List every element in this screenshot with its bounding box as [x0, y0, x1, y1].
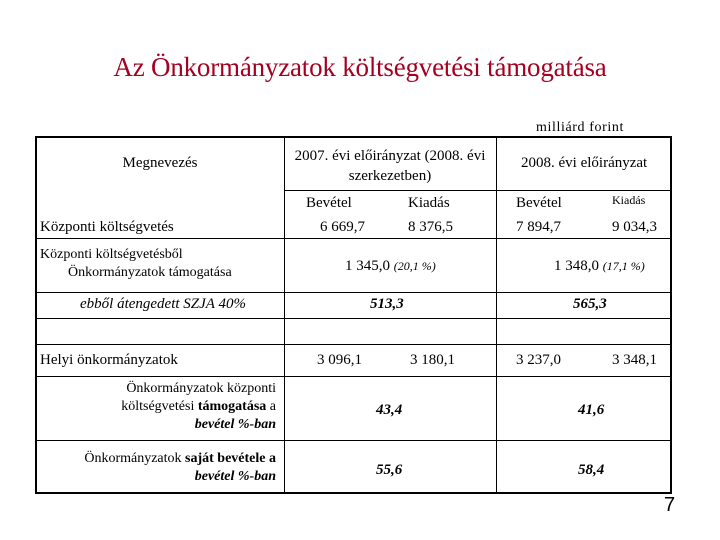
row-label-tamogatas-1: Központi költségvetésből — [40, 247, 183, 262]
cell-szja-2008: 565,3 — [573, 296, 607, 312]
row-divider — [35, 344, 671, 345]
page-number: 7 — [664, 494, 676, 516]
label-part: Önkormányzatok — [84, 451, 186, 466]
cell-tamogatas-2007-value: 1 345,0 — [345, 258, 390, 274]
row-label-kozponti-pct-2 — [40, 398, 276, 416]
header-2008: 2008. évi előirányzat — [521, 155, 648, 171]
cell-kozponti-pct-2007: 43,4 — [376, 402, 403, 418]
header-bevetel-2007: Bevétel — [306, 195, 352, 211]
header-kiadas-2007: Kiadás — [408, 195, 450, 211]
label-part: költségvetési — [121, 399, 198, 414]
header-2007: 2007. évi előirányzat (2008. évi szerkezetben) — [294, 148, 486, 184]
label-part-bold: támogatása — [197, 399, 267, 414]
header-bevetel-2008: Bevétel — [516, 195, 562, 211]
row-divider — [35, 318, 671, 319]
header-divider — [284, 190, 671, 191]
header-kiadas-2008: Kiadás — [612, 193, 646, 207]
table-left-border — [35, 136, 37, 494]
cell-helyi-kiad-2008: 3 348,1 — [612, 352, 657, 368]
row-divider — [35, 376, 671, 377]
row-divider — [35, 238, 671, 239]
page-title: Az Önkormányzatok költségvetési támogatása — [113, 52, 607, 82]
cell-helyi-kiad-2007: 3 180,1 — [410, 352, 455, 368]
row-label-szja: ebből átengedett SZJA 40% — [80, 296, 246, 312]
unit-label: milliárd forint — [536, 120, 624, 135]
table-top-border — [35, 136, 671, 138]
column-divider — [284, 136, 285, 492]
header-megnevezes: Megnevezés — [122, 155, 198, 171]
label-part: a — [266, 399, 276, 414]
cell-helyi-bev-2007: 3 096,1 — [317, 352, 362, 368]
cell-kozponti-kiad-2008: 9 034,3 — [612, 219, 657, 235]
label-part-bold: saját bevétele a — [185, 451, 276, 466]
row-label-kozponti-pct-3: bevétel %-ban — [194, 417, 276, 432]
cell-tamogatas-2007 — [345, 258, 436, 275]
column-divider — [496, 136, 497, 492]
cell-tamogatas-2008 — [554, 258, 645, 275]
row-label-kozponti: Központi költségvetés — [40, 219, 174, 235]
cell-kozponti-bev-2008: 7 894,7 — [516, 219, 561, 235]
row-label-kozponti-pct-1: Önkormányzatok központi — [126, 381, 276, 396]
cell-tamogatas-2007-pct: (20,1 %) — [393, 259, 436, 273]
cell-sajat-pct-2007: 55,6 — [376, 462, 403, 478]
table-bottom-border — [35, 492, 671, 494]
table-right-border — [670, 136, 672, 494]
cell-kozponti-bev-2007: 6 669,7 — [320, 219, 365, 235]
cell-kozponti-pct-2008: 41,6 — [578, 402, 605, 418]
cell-szja-2007: 513,3 — [370, 296, 404, 312]
cell-helyi-bev-2008: 3 237,0 — [516, 352, 561, 368]
cell-tamogatas-2008-pct: (17,1 %) — [602, 259, 645, 273]
row-divider — [35, 440, 671, 441]
row-label-sajat-pct-1 — [40, 450, 276, 468]
row-label-helyi: Helyi önkormányzatok — [40, 352, 178, 368]
cell-tamogatas-2008-value: 1 348,0 — [554, 258, 599, 274]
cell-sajat-pct-2008: 58,4 — [578, 462, 605, 478]
row-label-tamogatas-2: Önkormányzatok támogatása — [68, 265, 232, 280]
row-label-sajat-pct-2: bevétel %-ban — [194, 469, 276, 484]
cell-kozponti-kiad-2007: 8 376,5 — [408, 219, 453, 235]
row-divider — [35, 292, 671, 293]
